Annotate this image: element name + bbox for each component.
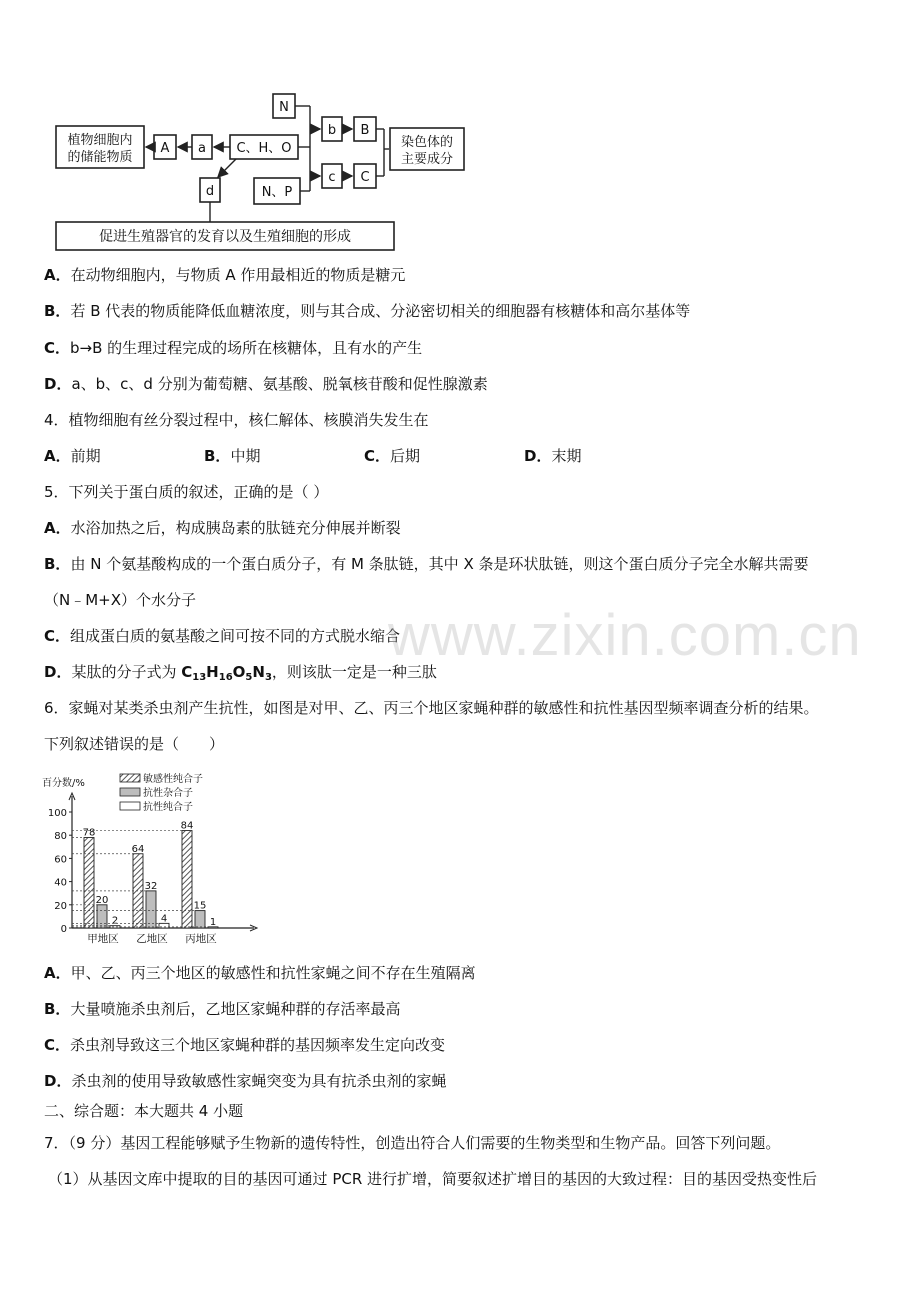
option-text: 组成蛋白质的氨基酸之间可按不同的方式脱水缩合 <box>70 627 401 645</box>
legend-label: 敏感性纯合子 <box>143 774 203 785</box>
option-text: 水浴加热之后，构成胰岛素的肽链充分伸展并断裂 <box>70 519 401 537</box>
label-b: b <box>327 123 337 138</box>
option-label: D． <box>44 663 72 681</box>
data-label: 15 <box>193 900 207 912</box>
q6-option-d[interactable] <box>44 1071 446 1091</box>
option-label: A． <box>44 519 71 537</box>
q5-option-a[interactable] <box>44 518 401 538</box>
option-label: C． <box>44 627 71 645</box>
q6-option-c[interactable] <box>44 1035 445 1055</box>
chromosome-line2: 主要成分 <box>400 152 454 167</box>
q6-stem-line1: 6．家蝇对某类杀虫剂产生抗性，如图是对甲、乙、丙三个地区家蝇种群的敏感性和抗性基因型频率调查分析的结果。 <box>44 699 819 717</box>
y-tick-label: 0 <box>60 924 67 935</box>
bar <box>195 911 205 928</box>
data-label: 78 <box>82 827 96 839</box>
q4-option-b[interactable] <box>204 446 260 466</box>
label-N: N <box>279 100 289 115</box>
q5-stem: 5．下列关于蛋白质的叙述，正确的是（ ） <box>44 483 329 501</box>
q5-option-b-continued: （N﹣M+X）个水分子 <box>44 591 197 609</box>
data-label: 64 <box>131 843 145 855</box>
q6-option-b[interactable] <box>44 999 400 1019</box>
option-label: B． <box>44 1000 71 1018</box>
bar <box>182 831 192 928</box>
q4-stem: 4．植物细胞有丝分裂过程中，核仁解体、核膜消失发生在 <box>44 411 429 429</box>
option-text: 后期 <box>390 447 421 465</box>
option-label: D． <box>44 375 72 393</box>
q3-option-c[interactable] <box>44 338 422 358</box>
category-label: 甲地区 <box>87 933 119 945</box>
option-label: A． <box>44 266 71 284</box>
option-text: 甲、乙、丙三个地区的敏感性和抗性家蝇之间不存在生殖隔离 <box>70 964 476 982</box>
q7-part1: （1）从基因文库中提取的目的基因可通过 PCR 进行扩增，简要叙述扩增目的基因的大致过程：目的基因受热变性后 <box>48 1170 818 1188</box>
q5-option-c[interactable] <box>44 626 400 646</box>
storage-line1: 植物细胞内 <box>67 133 133 148</box>
y-tick-label: 20 <box>54 900 67 912</box>
bar <box>146 891 156 928</box>
option-label: D． <box>44 1072 72 1090</box>
option-label: C． <box>44 1036 71 1054</box>
label-NP: N、P <box>261 185 293 200</box>
option-text: 由 N 个氨基酸构成的一个蛋白质分子，有 M 条肽链，其中 X 条是环状肽链，则这个蛋白质分子完全水解共需要 <box>70 555 809 573</box>
label-C: C <box>360 170 370 185</box>
data-label: 84 <box>180 820 194 832</box>
y-tick-label: 60 <box>54 854 67 866</box>
label-A: A <box>160 141 170 156</box>
legend-swatch <box>120 802 140 810</box>
label-B: B <box>360 123 370 138</box>
q4-option-c[interactable] <box>364 446 420 466</box>
option-text: 末期 <box>551 447 582 465</box>
option-label: C． <box>44 339 71 357</box>
bar <box>84 838 94 928</box>
option-text: b→B 的生理过程完成的场所在核糖体，且有水的产生 <box>70 339 423 357</box>
y-axis-label: 百分数/% <box>42 778 85 789</box>
q5-option-b[interactable] <box>44 554 809 574</box>
option-label: B． <box>44 555 71 573</box>
q5-option-d[interactable] <box>44 662 437 682</box>
q4-option-d[interactable] <box>524 446 581 466</box>
option-text: a、b、c、d 分别为葡萄糖、氨基酸、脱氧核苷酸和促性腺激素 <box>71 375 488 393</box>
bar <box>97 905 107 928</box>
option-label: B． <box>44 302 71 320</box>
data-label: 20 <box>95 894 109 906</box>
q6-option-a[interactable] <box>44 963 476 983</box>
option-label: D． <box>524 447 552 465</box>
category-label: 乙地区 <box>136 933 168 945</box>
legend-label: 抗性纯合子 <box>143 802 193 813</box>
label-d: d <box>205 184 215 199</box>
option-label: B． <box>204 447 231 465</box>
q7-stem: 7．（9 分）基因工程能够赋予生物新的遗传特性，创造出符合人们需要的生物类型和生物产品。回答下列问题。 <box>44 1134 781 1152</box>
molecular-formula: $C_{13}H_{16}O_5N_3$ <box>181 663 272 683</box>
label-CHO: C、H、O <box>236 141 292 156</box>
option-text: 前期 <box>70 447 101 465</box>
label-a: a <box>198 141 206 156</box>
q6-stem-line2: 下列叙述错误的是（ ） <box>44 735 225 753</box>
option-label: A． <box>44 964 71 982</box>
q3-option-d[interactable] <box>44 374 488 394</box>
data-label: 32 <box>144 880 158 892</box>
y-tick-label: 100 <box>47 808 67 819</box>
storage-line2: 的储能物质 <box>67 150 133 165</box>
q3-option-a[interactable] <box>44 265 405 285</box>
option-text: 大量喷施杀虫剂后，乙地区家蝇种群的存活率最高 <box>70 1000 401 1018</box>
option-label: C． <box>364 447 391 465</box>
bottom-label: 促进生殖器官的发育以及生殖细胞的形成 <box>99 229 351 245</box>
q3-option-b[interactable] <box>44 301 690 321</box>
option-label: A． <box>44 447 71 465</box>
data-label: 2 <box>111 915 119 927</box>
option-text: 杀虫剂的使用导致敏感性家蝇突变为具有抗杀虫剂的家蝇 <box>71 1072 447 1090</box>
q4-option-a[interactable] <box>44 446 101 466</box>
chromosome-line1: 染色体的 <box>400 135 454 150</box>
section-heading: 二、综合题：本大题共 4 小题 <box>44 1102 244 1120</box>
legend-label: 抗性杂合子 <box>143 788 193 799</box>
watermark: www.zixin.com.cn <box>388 603 862 668</box>
option-text: 若 B 代表的物质能降低血糖浓度，则与其合成、分泌密切相关的细胞器有核糖体和高尔基体等 <box>70 302 691 320</box>
option-text: 杀虫剂导致这三个地区家蝇种群的基因频率发生定向改变 <box>70 1036 446 1054</box>
legend-swatch <box>120 788 140 796</box>
data-label: 4 <box>160 913 168 925</box>
option-text: 在动物细胞内，与物质 A 作用最相近的物质是糖元 <box>70 266 406 284</box>
concept-diagram <box>44 90 504 258</box>
data-label: 1 <box>209 916 217 928</box>
option-text: 中期 <box>230 447 261 465</box>
y-tick-label: 80 <box>54 831 67 843</box>
label-c: c <box>328 170 336 185</box>
legend-swatch <box>120 774 140 782</box>
bar-chart <box>40 766 270 952</box>
option-text: ，则该肽一定是一种三肽 <box>271 663 437 681</box>
option-text: 某肽的分子式为 <box>71 663 182 681</box>
y-tick-label: 40 <box>54 877 67 889</box>
category-label: 丙地区 <box>185 933 217 945</box>
